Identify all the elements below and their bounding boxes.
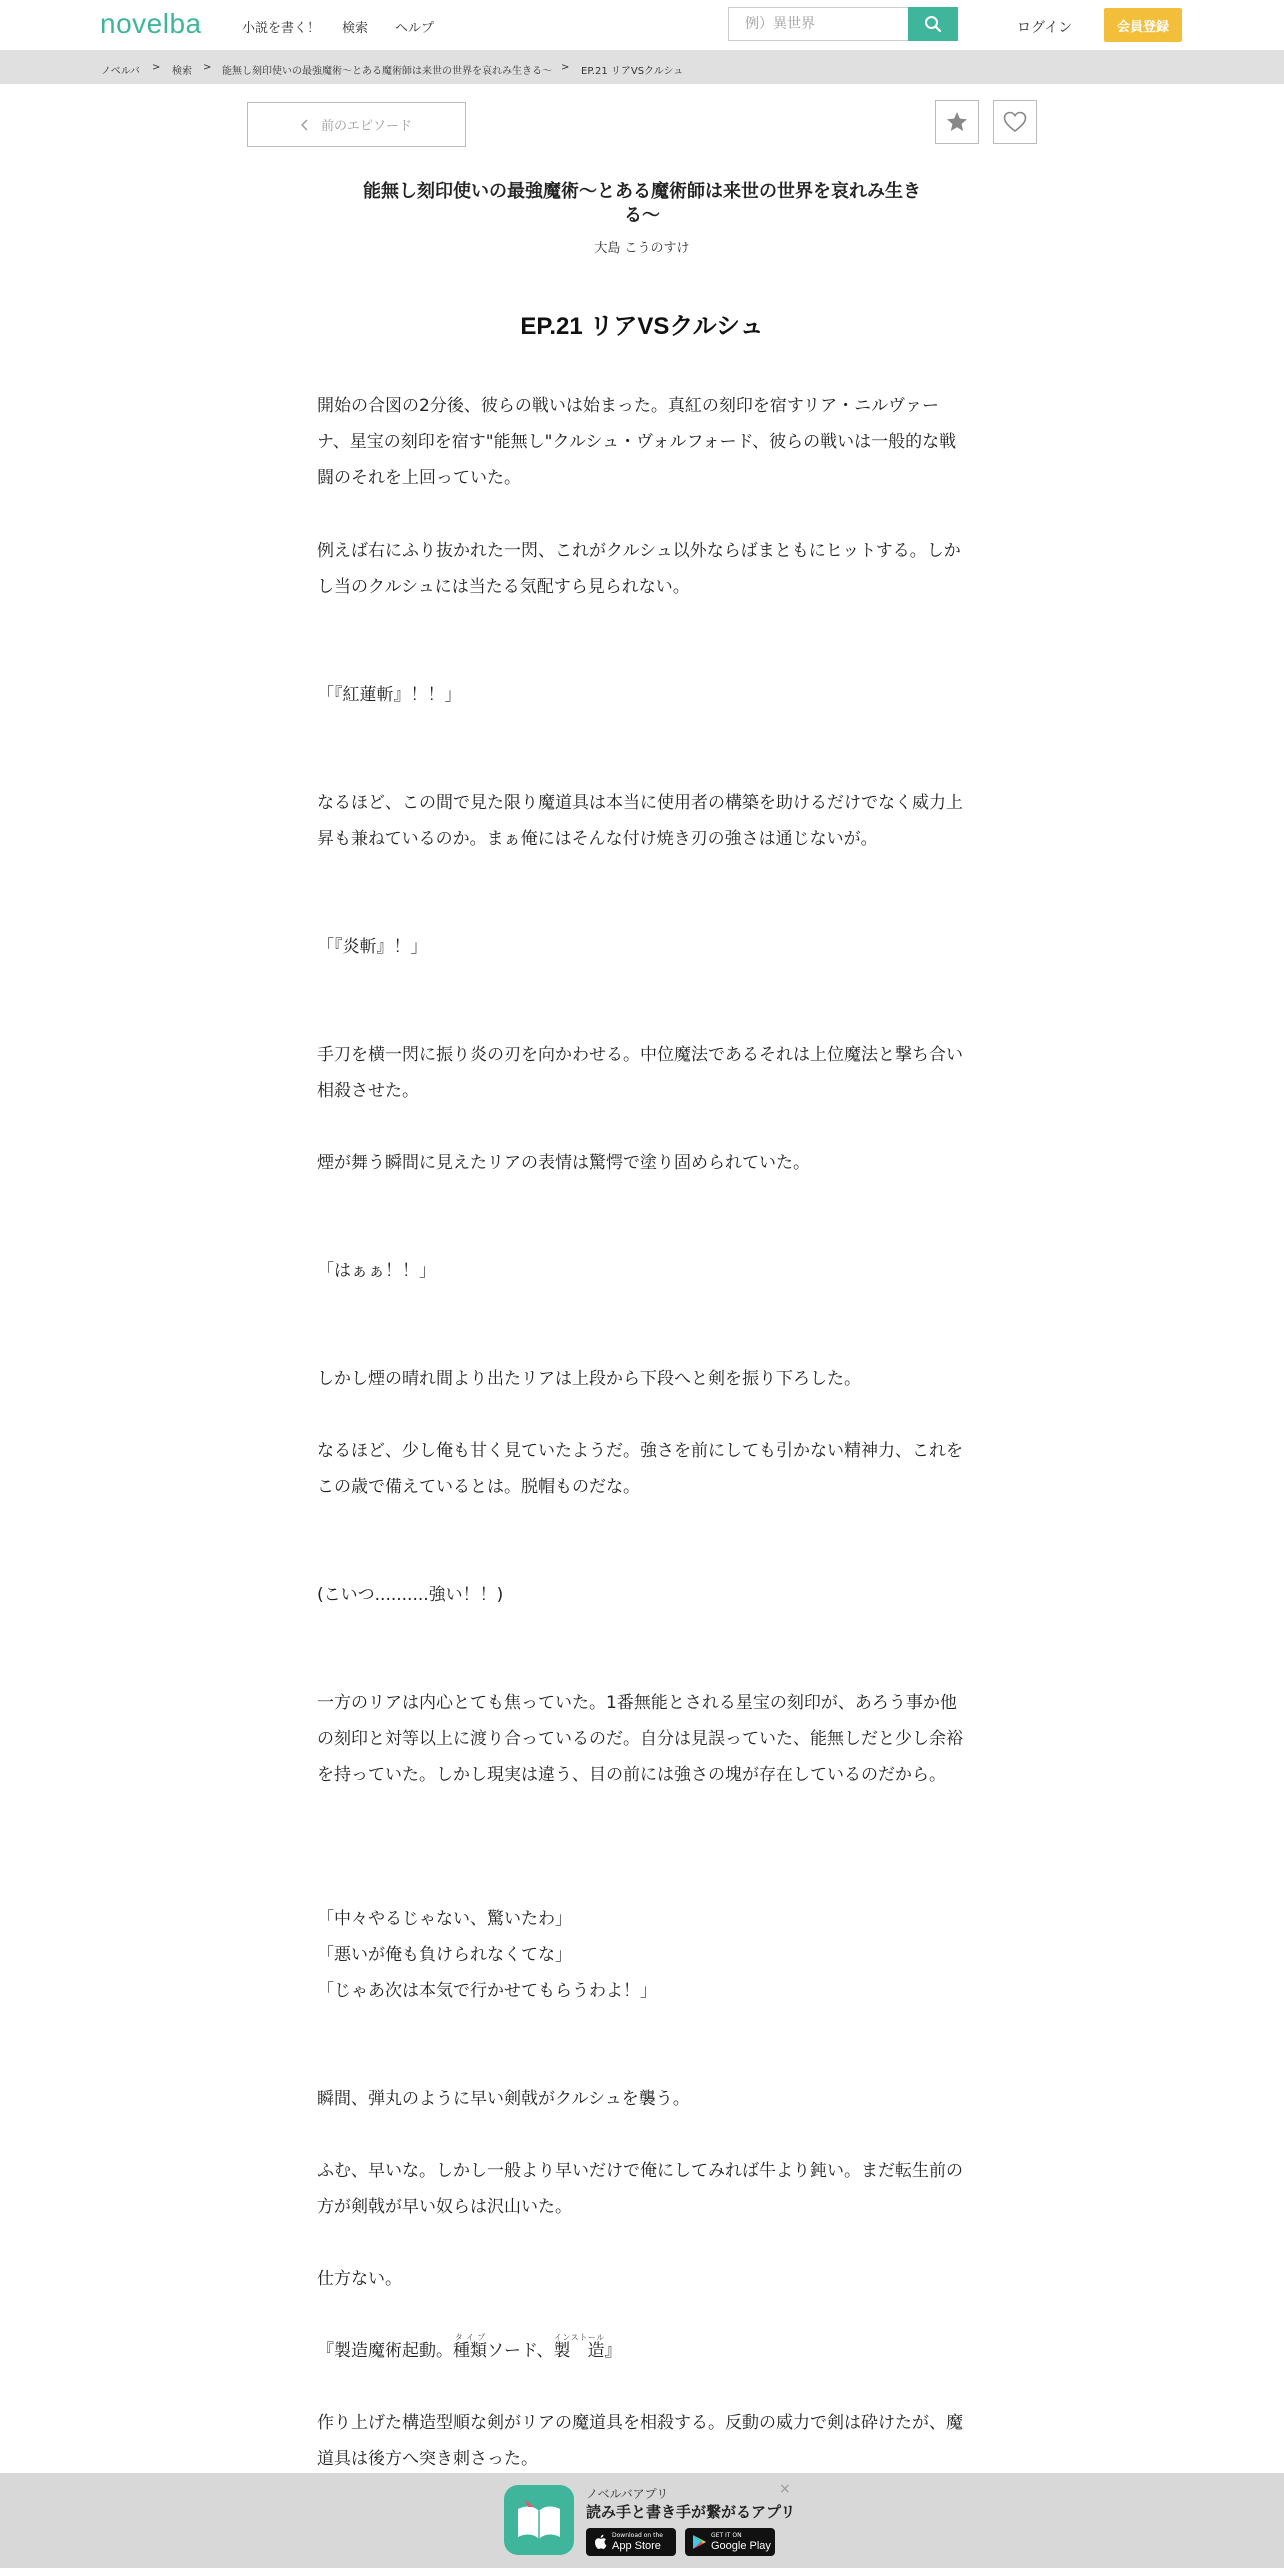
- app-store-small-text: Download on the: [612, 2531, 663, 2539]
- paragraph: 「はぁぁ！！」: [317, 1261, 436, 1281]
- dialogue-line: 「中々やるじゃない、驚いたわ」: [317, 1909, 572, 1929]
- prev-episode-label: 前のエピソード: [320, 118, 412, 133]
- search-input[interactable]: [728, 7, 908, 41]
- paragraph: 一方のリアは内心とても焦っていた。1番無能とされる星宝の刻印が、あろう事か他の刻印と対等以上に渡り合っているのだ。自分は見誤っていた、能無しだと少し余裕を持っていた。しかし現実は違う、目の前には強さの塊が存在しているのだから。: [317, 1693, 963, 1785]
- paragraph: 瞬間、弾丸のように早い剣戟がクルシュを襲う。: [317, 2089, 690, 2109]
- ruby-annotation: [553, 2333, 605, 2361]
- apple-icon: [594, 2534, 607, 2549]
- paragraph: なるほど、少し俺も甘く見ていたようだ。強さを前にしても引かない精神力、これをこの歳で備えているとは。脱帽ものだな。: [317, 1441, 963, 1497]
- breadcrumb-separator: >: [152, 62, 161, 73]
- ruby-base: 種類: [453, 2341, 487, 2361]
- banner-app-name: ノベルバアプリ: [586, 2487, 669, 2501]
- dialogue-line: 「悪いが俺も負けられなくてな」: [317, 1945, 572, 1965]
- breadcrumb: [0, 50, 1284, 84]
- paragraph: (こいつ..........強い！！): [317, 1585, 504, 1605]
- app-store-text: App Store: [612, 2539, 661, 2552]
- paragraph: しかし煙の晴れ間より出たリアは上段から下段へと剣を振り下ろした。: [317, 1369, 861, 1389]
- nav-write-novel[interactable]: 小説を書く！: [242, 21, 321, 36]
- paragraph: なるほど、この間で見た限り魔道具は本当に使用者の構築を助けるだけでなく威力上昇も兼ねているのか。まぁ俺にはそんな付け焼き刃の強さは通じないが。: [317, 793, 963, 849]
- google-play-text: Google Play: [711, 2539, 771, 2552]
- breadcrumb-episode: EP.21 リアVSクルシュ: [581, 66, 684, 77]
- paragraph: 「『紅蓮斬』！！」: [317, 685, 462, 705]
- paragraph: 例えば右にふり抜かれた一閃、これがクルシュ以外ならばまともにヒットする。しかし当のクルシュには当たる気配すら見られない。: [317, 541, 961, 597]
- login-link[interactable]: ログイン: [1017, 20, 1073, 36]
- paragraph: 手刀を横一閃に振り炎の刃を向かわせる。中位魔法であるそれは上位魔法と撃ち合い相殺させた。: [317, 1045, 963, 1101]
- episode-title: EP.21 リアVSクルシュ: [520, 313, 764, 340]
- search-icon: [924, 15, 942, 33]
- app-store-badge[interactable]: [586, 2528, 676, 2556]
- paragraph-with-ruby: [317, 2333, 965, 2369]
- like-button[interactable]: [993, 100, 1037, 144]
- heart-icon: [1003, 111, 1027, 133]
- ruby-text-part: 』: [604, 2341, 622, 2361]
- paragraph: ふむ、早いな。しかし一般より早いだけで俺にしてみれば牛より鈍い。まだ転生前の方が剣戟が早い奴らは沢山いた。: [317, 2161, 963, 2217]
- breadcrumb-home[interactable]: ノベルバ: [101, 66, 140, 77]
- google-play-icon: [693, 2535, 706, 2549]
- search-button[interactable]: [908, 7, 958, 41]
- author-name[interactable]: 大島 こうのすけ: [594, 241, 690, 256]
- novel-title[interactable]: 能無し刻印使いの最強魔術〜とある魔術師は来世の世界を哀れみ生きる〜: [363, 181, 921, 226]
- breadcrumb-separator: >: [203, 62, 212, 73]
- breadcrumb-search[interactable]: 検索: [172, 66, 192, 77]
- paragraph: 「『炎斬』！」: [317, 937, 428, 957]
- dialogue-block: [317, 1901, 965, 2009]
- banner-tagline: 読み手と書き手が繋がるアプリ: [586, 2503, 796, 2521]
- chevron-left-icon: [301, 119, 309, 131]
- site-header: [0, 0, 1284, 50]
- nav-search[interactable]: 検索: [342, 21, 369, 36]
- close-icon[interactable]: ×: [779, 2481, 791, 2497]
- google-play-small-text: GET IT ON: [711, 2531, 742, 2539]
- breadcrumb-novel[interactable]: 能無し刻印使いの最強魔術〜とある魔術師は来世の世界を哀れみ生きる〜: [222, 66, 552, 77]
- ruby-base: 製 造: [553, 2341, 605, 2361]
- google-play-badge[interactable]: [685, 2528, 775, 2556]
- paragraph: 開始の合図の2分後、彼らの戦いは始まった。真紅の刻印を宿すリア・ニルヴァーナ、星宝の刻印を宿す"能無し"クルシュ・ヴォルフォード、彼らの戦いは一般的な戦闘のそれを上回っていた。: [317, 396, 957, 488]
- book-icon: [504, 2485, 574, 2555]
- star-icon: [945, 110, 969, 134]
- ruby-annotation: [453, 2333, 487, 2361]
- ruby-reading: タイプ: [453, 2333, 487, 2342]
- ruby-reading: インストール: [553, 2333, 605, 2342]
- register-button[interactable]: 会員登録: [1104, 8, 1182, 42]
- prev-episode-button[interactable]: [247, 102, 466, 147]
- ruby-text-part: ソード、: [487, 2341, 554, 2361]
- ruby-text-part: 『製造魔術起動。: [317, 2341, 453, 2361]
- nav-help[interactable]: ヘルプ: [395, 21, 435, 36]
- paragraph: 煙が舞う瞬間に見えたリアの表情は驚愕で塗り固められていた。: [317, 1153, 810, 1173]
- app-download-banner: [0, 2473, 1284, 2568]
- breadcrumb-separator: >: [561, 62, 570, 73]
- paragraph: 作り上げた構造型順な剣がリアの魔道具を相殺する。反動の威力で剣は砕けたが、魔道具は後方へ突き刺さった。: [317, 2413, 963, 2469]
- paragraph: 仕方ない。: [317, 2269, 402, 2289]
- favorite-button[interactable]: [935, 100, 979, 144]
- app-icon[interactable]: [504, 2485, 574, 2555]
- site-logo[interactable]: novelba: [100, 8, 202, 39]
- dialogue-line: 「じゃあ次は本気で行かせてもらうわよ！」: [317, 1981, 657, 2001]
